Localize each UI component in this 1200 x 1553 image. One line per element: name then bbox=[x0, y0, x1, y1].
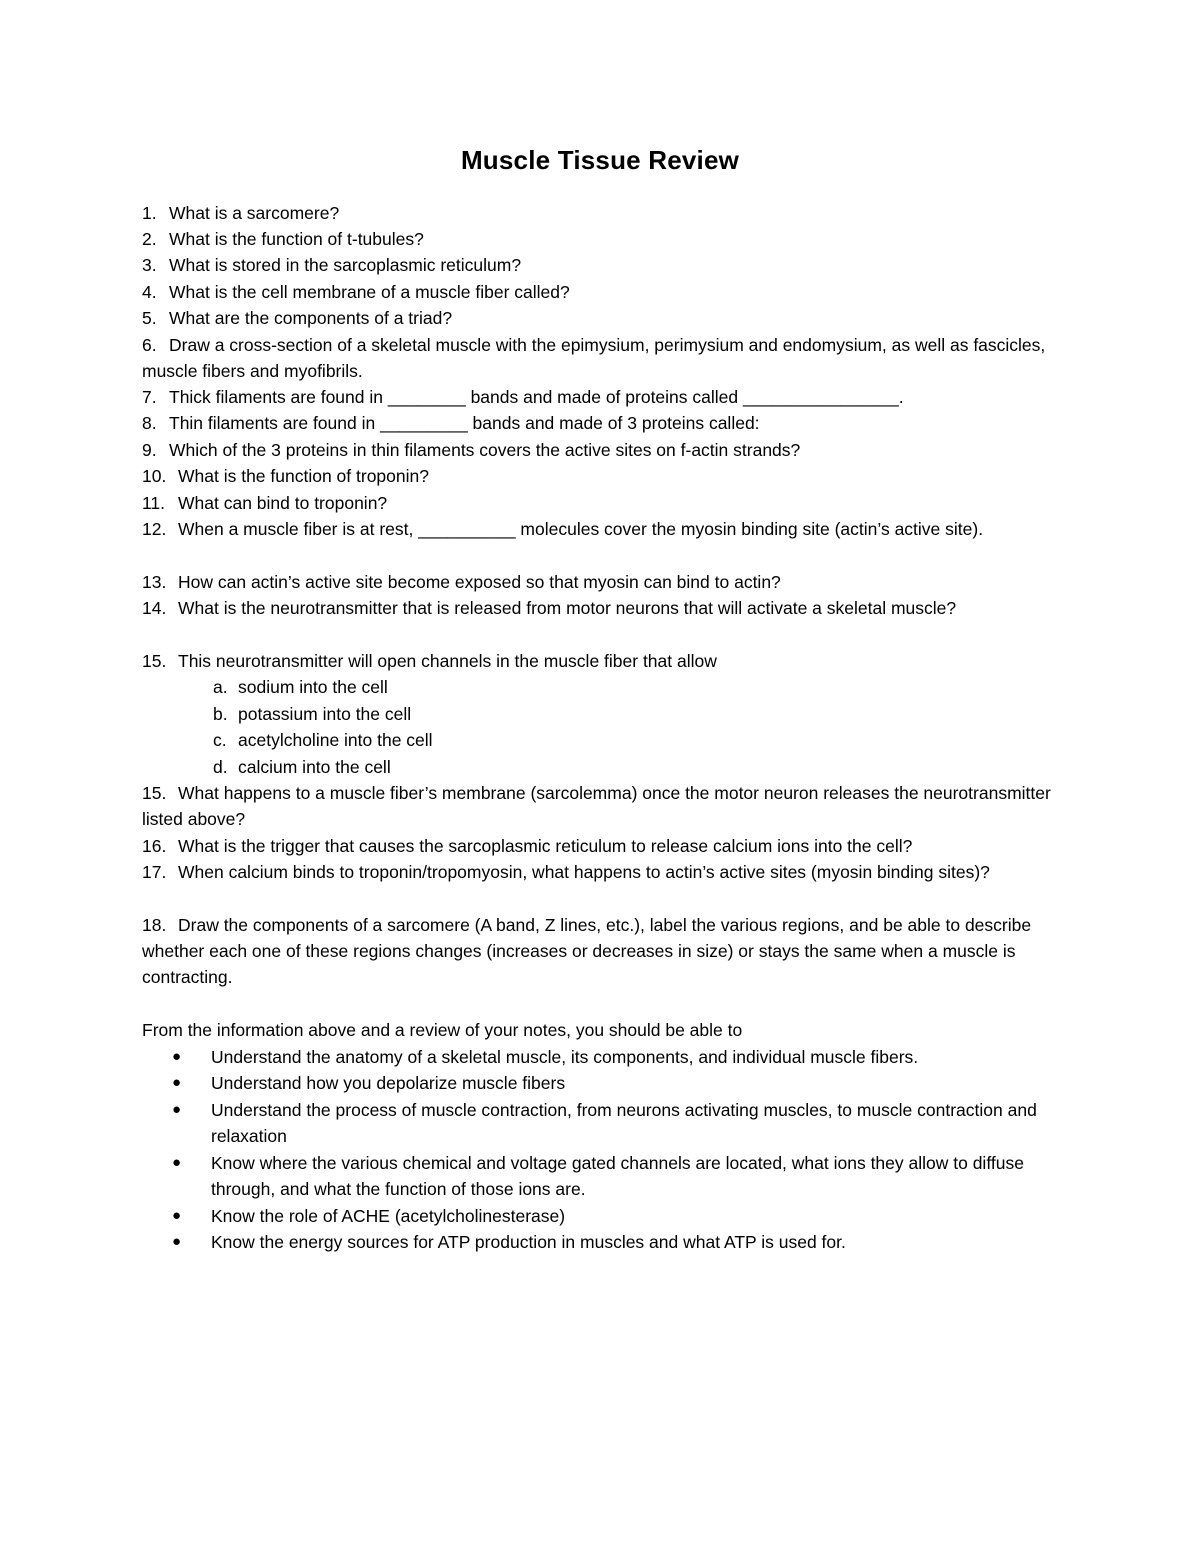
bullet-text: Understand the anatomy of a skeletal muscle, its components, and individual muscle fibers. bbox=[211, 1047, 919, 1067]
bullet-item bbox=[172, 1044, 1052, 1070]
question-number: 8. bbox=[142, 413, 157, 433]
question-item bbox=[142, 279, 1062, 305]
question-text: How can actin’s active site become exposed so that myosin can bind to actin? bbox=[178, 572, 781, 592]
question-text: What is the neurotransmitter that is released from motor neurons that will activate a skeletal muscle? bbox=[178, 598, 957, 618]
summary-intro: From the information above and a review of your notes, you should be able to bbox=[142, 1020, 743, 1040]
question-number: 15. bbox=[142, 783, 167, 803]
question-text: What is stored in the sarcoplasmic reticulum? bbox=[169, 255, 522, 275]
question-number: 2. bbox=[142, 229, 157, 249]
question-item bbox=[142, 490, 1062, 516]
question-item bbox=[142, 252, 1062, 278]
question-item bbox=[142, 569, 1062, 595]
question-item bbox=[142, 833, 1062, 859]
question-number: 13. bbox=[142, 572, 167, 592]
bullet-item bbox=[172, 1203, 1052, 1229]
question-text: What is the function of t-tubules? bbox=[169, 229, 424, 249]
option-letter: c. bbox=[213, 730, 227, 750]
question-text: What is a sarcomere? bbox=[169, 203, 340, 223]
bullet-text: Know the energy sources for ATP production in muscles and what ATP is used for. bbox=[211, 1232, 846, 1252]
bullet-icon: ● bbox=[172, 1154, 182, 1171]
answer-option bbox=[213, 754, 391, 780]
question-number: 16. bbox=[142, 836, 167, 856]
question-text: What happens to a muscle fiber’s membrane (sarcolemma) once the motor neuron releases the neurotransmitter listed above? bbox=[142, 783, 1051, 830]
question-number: 3. bbox=[142, 255, 157, 275]
bullet-text: Understand the process of muscle contraction, from neurons activating muscles, to muscle contraction and relaxation bbox=[211, 1100, 1037, 1147]
question-text: This neurotransmitter will open channels in the muscle fiber that allow bbox=[178, 651, 717, 671]
option-text: potassium into the cell bbox=[238, 704, 412, 724]
question-text: When calcium binds to troponin/tropomyosin, what happens to actin’s active sites (myosin binding sites)? bbox=[178, 862, 990, 882]
bullet-text: Understand how you depolarize muscle fibers bbox=[211, 1073, 566, 1093]
question-number: 11. bbox=[142, 493, 166, 513]
question-item bbox=[142, 912, 1062, 991]
bullet-item bbox=[172, 1150, 1052, 1202]
question-item bbox=[142, 859, 1062, 885]
question-item bbox=[142, 780, 1062, 832]
question-item bbox=[142, 305, 1062, 331]
answer-option bbox=[213, 701, 411, 727]
bullet-icon: ● bbox=[172, 1048, 182, 1065]
page-title: Muscle Tissue Review bbox=[460, 145, 740, 175]
question-item bbox=[142, 516, 1062, 542]
option-text: calcium into the cell bbox=[238, 757, 391, 777]
question-item bbox=[142, 410, 1062, 436]
question-number: 6. bbox=[142, 335, 157, 355]
question-item bbox=[142, 595, 1062, 621]
question-text: What can bind to troponin? bbox=[178, 493, 388, 513]
question-text: Draw a cross-section of a skeletal muscle with the epimysium, perimysium and endomysium, as well as fascicles, muscle fibers and myofibrils. bbox=[142, 335, 1046, 382]
question-number: 14. bbox=[142, 598, 167, 618]
option-letter: d. bbox=[213, 757, 228, 777]
question-text: What is the function of troponin? bbox=[178, 466, 429, 486]
question-number: 17. bbox=[142, 862, 167, 882]
answer-option bbox=[213, 674, 388, 700]
question-number: 18. bbox=[142, 915, 167, 935]
question-number: 5. bbox=[142, 308, 157, 328]
question-number: 12. bbox=[142, 519, 167, 539]
question-item bbox=[142, 332, 1062, 384]
bullet-item bbox=[172, 1097, 1052, 1149]
question-number: 15. bbox=[142, 651, 167, 671]
question-number: 10. bbox=[142, 466, 167, 486]
bullet-icon: ● bbox=[172, 1101, 182, 1118]
question-text: Thick filaments are found in ________ bands and made of proteins called ________________. bbox=[169, 387, 904, 407]
bullet-icon: ● bbox=[172, 1207, 182, 1224]
question-item bbox=[142, 648, 1062, 674]
bullet-icon: ● bbox=[172, 1074, 182, 1091]
question-item bbox=[142, 384, 1062, 410]
question-text: Which of the 3 proteins in thin filaments covers the active sites on f-actin strands? bbox=[169, 440, 801, 460]
question-item bbox=[142, 437, 1062, 463]
option-text: sodium into the cell bbox=[238, 677, 388, 697]
question-item bbox=[142, 226, 1062, 252]
question-number: 4. bbox=[142, 282, 157, 302]
question-text: What are the components of a triad? bbox=[169, 308, 453, 328]
bullet-text: Know the role of ACHE (acetylcholinesterase) bbox=[211, 1206, 566, 1226]
option-text: acetylcholine into the cell bbox=[238, 730, 433, 750]
question-number: 1. bbox=[142, 203, 157, 223]
question-text: What is the trigger that causes the sarcoplasmic reticulum to release calcium ions into the cell? bbox=[178, 836, 913, 856]
question-text: What is the cell membrane of a muscle fiber called? bbox=[169, 282, 570, 302]
option-letter: a. bbox=[213, 677, 228, 697]
question-text: Thin filaments are found in _________ bands and made of 3 proteins called: bbox=[169, 413, 760, 433]
option-letter: b. bbox=[213, 704, 228, 724]
question-item bbox=[142, 200, 1062, 226]
bullet-item bbox=[172, 1070, 1052, 1096]
question-text: When a muscle fiber is at rest, __________ molecules cover the myosin binding site (actin’s active site). bbox=[178, 519, 984, 539]
bullet-item bbox=[172, 1229, 1052, 1255]
question-number: 7. bbox=[142, 387, 157, 407]
bullet-icon: ● bbox=[172, 1233, 182, 1250]
bullet-text: Know where the various chemical and voltage gated channels are located, what ions they allow to diffuse through, and what the function of those ions are. bbox=[211, 1153, 1024, 1200]
question-item bbox=[142, 463, 1062, 489]
question-text: Draw the components of a sarcomere (A band, Z lines, etc.), label the various regions, and be able to describe whether each one of these regions changes (increases or decreases in size) or stays the same when a muscle is contracting. bbox=[142, 915, 1032, 988]
question-number: 9. bbox=[142, 440, 157, 460]
answer-option bbox=[213, 727, 433, 753]
